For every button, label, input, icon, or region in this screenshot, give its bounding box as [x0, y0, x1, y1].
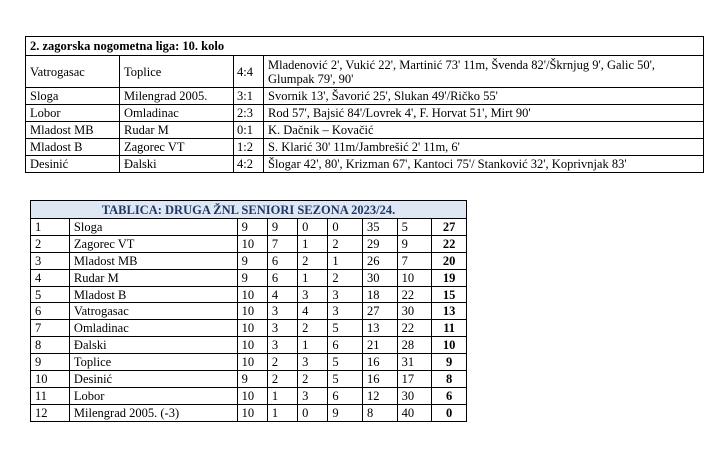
standings-row [31, 337, 467, 354]
match-score: 2:3 [234, 105, 264, 122]
away-team: Đalski [120, 156, 234, 173]
position-cell: 6 [31, 303, 70, 320]
draws-cell: 3 [298, 387, 328, 404]
played-cell: 9 [237, 269, 267, 286]
points-cell: 8 [432, 371, 467, 388]
wins-cell: 6 [267, 252, 297, 269]
standings-title: TABLICA: DRUGA ŽNL SENIORI SEZONA 2023/24. [31, 201, 467, 219]
standings-row [31, 269, 467, 286]
standings-row [31, 354, 467, 371]
standings-row [31, 387, 467, 404]
match-row [26, 156, 704, 173]
match-score: 1:2 [234, 139, 264, 156]
wins-cell: 3 [267, 320, 297, 337]
goals-against-cell: 10 [397, 269, 432, 286]
standings-row [31, 404, 467, 421]
position-cell: 11 [31, 387, 70, 404]
points-cell: 13 [432, 303, 467, 320]
match-scorers: K. Dačnik – Kovačić [264, 122, 704, 139]
standings-row [31, 219, 467, 236]
wins-cell: 3 [267, 337, 297, 354]
match-scorers: S. Klarić 30' 11m/Jambrešić 2' 11m, 6' [264, 139, 704, 156]
points-cell: 20 [432, 252, 467, 269]
team-cell: Sloga [69, 219, 237, 236]
team-cell: Zagorec VT [69, 235, 237, 252]
points-cell: 9 [432, 354, 467, 371]
played-cell: 10 [237, 286, 267, 303]
standings-row [31, 252, 467, 269]
played-cell: 10 [237, 404, 267, 421]
goals-for-cell: 27 [363, 303, 398, 320]
goals-for-cell: 35 [363, 219, 398, 236]
played-cell: 10 [237, 337, 267, 354]
draws-cell: 0 [298, 219, 328, 236]
losses-cell: 6 [328, 337, 363, 354]
played-cell: 10 [237, 320, 267, 337]
team-cell: Vatrogasac [69, 303, 237, 320]
draws-cell: 1 [298, 269, 328, 286]
goals-for-cell: 8 [363, 404, 398, 421]
position-cell: 7 [31, 320, 70, 337]
match-row [26, 56, 704, 88]
losses-cell: 3 [328, 286, 363, 303]
played-cell: 10 [237, 303, 267, 320]
wins-cell: 9 [267, 219, 297, 236]
goals-for-cell: 26 [363, 252, 398, 269]
goals-against-cell: 22 [397, 286, 432, 303]
match-row [26, 105, 704, 122]
goals-against-cell: 40 [397, 404, 432, 421]
match-score: 0:1 [234, 122, 264, 139]
losses-cell: 5 [328, 320, 363, 337]
played-cell: 10 [237, 387, 267, 404]
standings-row [31, 371, 467, 388]
match-score: 4:2 [234, 156, 264, 173]
match-score: 3:1 [234, 88, 264, 105]
points-cell: 15 [432, 286, 467, 303]
draws-cell: 2 [298, 252, 328, 269]
wins-cell: 1 [267, 404, 297, 421]
home-team: Sloga [26, 88, 120, 105]
points-cell: 19 [432, 269, 467, 286]
position-cell: 9 [31, 354, 70, 371]
goals-for-cell: 16 [363, 371, 398, 388]
draws-cell: 3 [298, 354, 328, 371]
home-team: Desinić [26, 156, 120, 173]
home-team: Lobor [26, 105, 120, 122]
match-row [26, 88, 704, 105]
draws-cell: 3 [298, 286, 328, 303]
points-cell: 6 [432, 387, 467, 404]
played-cell: 9 [237, 252, 267, 269]
position-cell: 2 [31, 235, 70, 252]
team-cell: Desinić [69, 371, 237, 388]
match-scorers: Mladenović 2', Vukić 22', Martinić 73' 11m, Švenda 82'/Škrnjug 9', Galic 50', Glumpak 79', 90' [264, 56, 704, 88]
team-cell: Mladost MB [69, 252, 237, 269]
losses-cell: 1 [328, 252, 363, 269]
goals-against-cell: 7 [397, 252, 432, 269]
match-score: 4:4 [234, 56, 264, 88]
round-title: 2. zagorska nogometna liga: 10. kolo [26, 37, 704, 56]
standings-row [31, 286, 467, 303]
wins-cell: 2 [267, 371, 297, 388]
away-team: Toplice [120, 56, 234, 88]
match-scorers: Rod 57', Bajsić 84'/Lovrek 4', F. Horvat 51', Mirt 90' [264, 105, 704, 122]
losses-cell: 5 [328, 371, 363, 388]
standings-row [31, 303, 467, 320]
goals-against-cell: 17 [397, 371, 432, 388]
goals-against-cell: 22 [397, 320, 432, 337]
goals-for-cell: 21 [363, 337, 398, 354]
away-team: Zagorec VT [120, 139, 234, 156]
team-cell: Toplice [69, 354, 237, 371]
draws-cell: 2 [298, 371, 328, 388]
away-team: Milengrad 2005. [120, 88, 234, 105]
goals-for-cell: 16 [363, 354, 398, 371]
draws-cell: 1 [298, 235, 328, 252]
standings-table [30, 200, 467, 422]
goals-for-cell: 13 [363, 320, 398, 337]
wins-cell: 3 [267, 303, 297, 320]
team-cell: Mladost B [69, 286, 237, 303]
wins-cell: 2 [267, 354, 297, 371]
position-cell: 3 [31, 252, 70, 269]
home-team: Mladost MB [26, 122, 120, 139]
losses-cell: 0 [328, 219, 363, 236]
goals-against-cell: 31 [397, 354, 432, 371]
goals-for-cell: 29 [363, 235, 398, 252]
draws-cell: 2 [298, 320, 328, 337]
position-cell: 1 [31, 219, 70, 236]
match-row [26, 139, 704, 156]
wins-cell: 7 [267, 235, 297, 252]
goals-against-cell: 9 [397, 235, 432, 252]
points-cell: 22 [432, 235, 467, 252]
standings-row [31, 235, 467, 252]
team-cell: Omladinac [69, 320, 237, 337]
goals-against-cell: 30 [397, 387, 432, 404]
standings-row [31, 320, 467, 337]
team-cell: Rudar M [69, 269, 237, 286]
position-cell: 10 [31, 371, 70, 388]
position-cell: 12 [31, 404, 70, 421]
home-team: Mladost B [26, 139, 120, 156]
played-cell: 10 [237, 235, 267, 252]
wins-cell: 4 [267, 286, 297, 303]
match-scorers: Šlogar 42', 80', Krizman 67', Kantoci 75'/ Stanković 32', Koprivnjak 83' [264, 156, 704, 173]
team-cell: Milengrad 2005. (-3) [69, 404, 237, 421]
goals-for-cell: 12 [363, 387, 398, 404]
goals-for-cell: 30 [363, 269, 398, 286]
losses-cell: 6 [328, 387, 363, 404]
losses-cell: 3 [328, 303, 363, 320]
losses-cell: 2 [328, 269, 363, 286]
match-scorers: Svornik 13', Šavorić 25', Slukan 49'/Ričko 55' [264, 88, 704, 105]
points-cell: 0 [432, 404, 467, 421]
goals-against-cell: 5 [397, 219, 432, 236]
draws-cell: 0 [298, 404, 328, 421]
position-cell: 8 [31, 337, 70, 354]
points-cell: 11 [432, 320, 467, 337]
goals-against-cell: 30 [397, 303, 432, 320]
team-cell: Đalski [69, 337, 237, 354]
wins-cell: 1 [267, 387, 297, 404]
position-cell: 5 [31, 286, 70, 303]
played-cell: 9 [237, 219, 267, 236]
draws-cell: 1 [298, 337, 328, 354]
points-cell: 10 [432, 337, 467, 354]
played-cell: 9 [237, 371, 267, 388]
losses-cell: 2 [328, 235, 363, 252]
goals-against-cell: 28 [397, 337, 432, 354]
match-row [26, 122, 704, 139]
points-cell: 27 [432, 219, 467, 236]
played-cell: 10 [237, 354, 267, 371]
away-team: Omladinac [120, 105, 234, 122]
losses-cell: 5 [328, 354, 363, 371]
results-table [25, 36, 704, 173]
away-team: Rudar M [120, 122, 234, 139]
wins-cell: 6 [267, 269, 297, 286]
draws-cell: 4 [298, 303, 328, 320]
position-cell: 4 [31, 269, 70, 286]
home-team: Vatrogasac [26, 56, 120, 88]
losses-cell: 9 [328, 404, 363, 421]
goals-for-cell: 18 [363, 286, 398, 303]
team-cell: Lobor [69, 387, 237, 404]
